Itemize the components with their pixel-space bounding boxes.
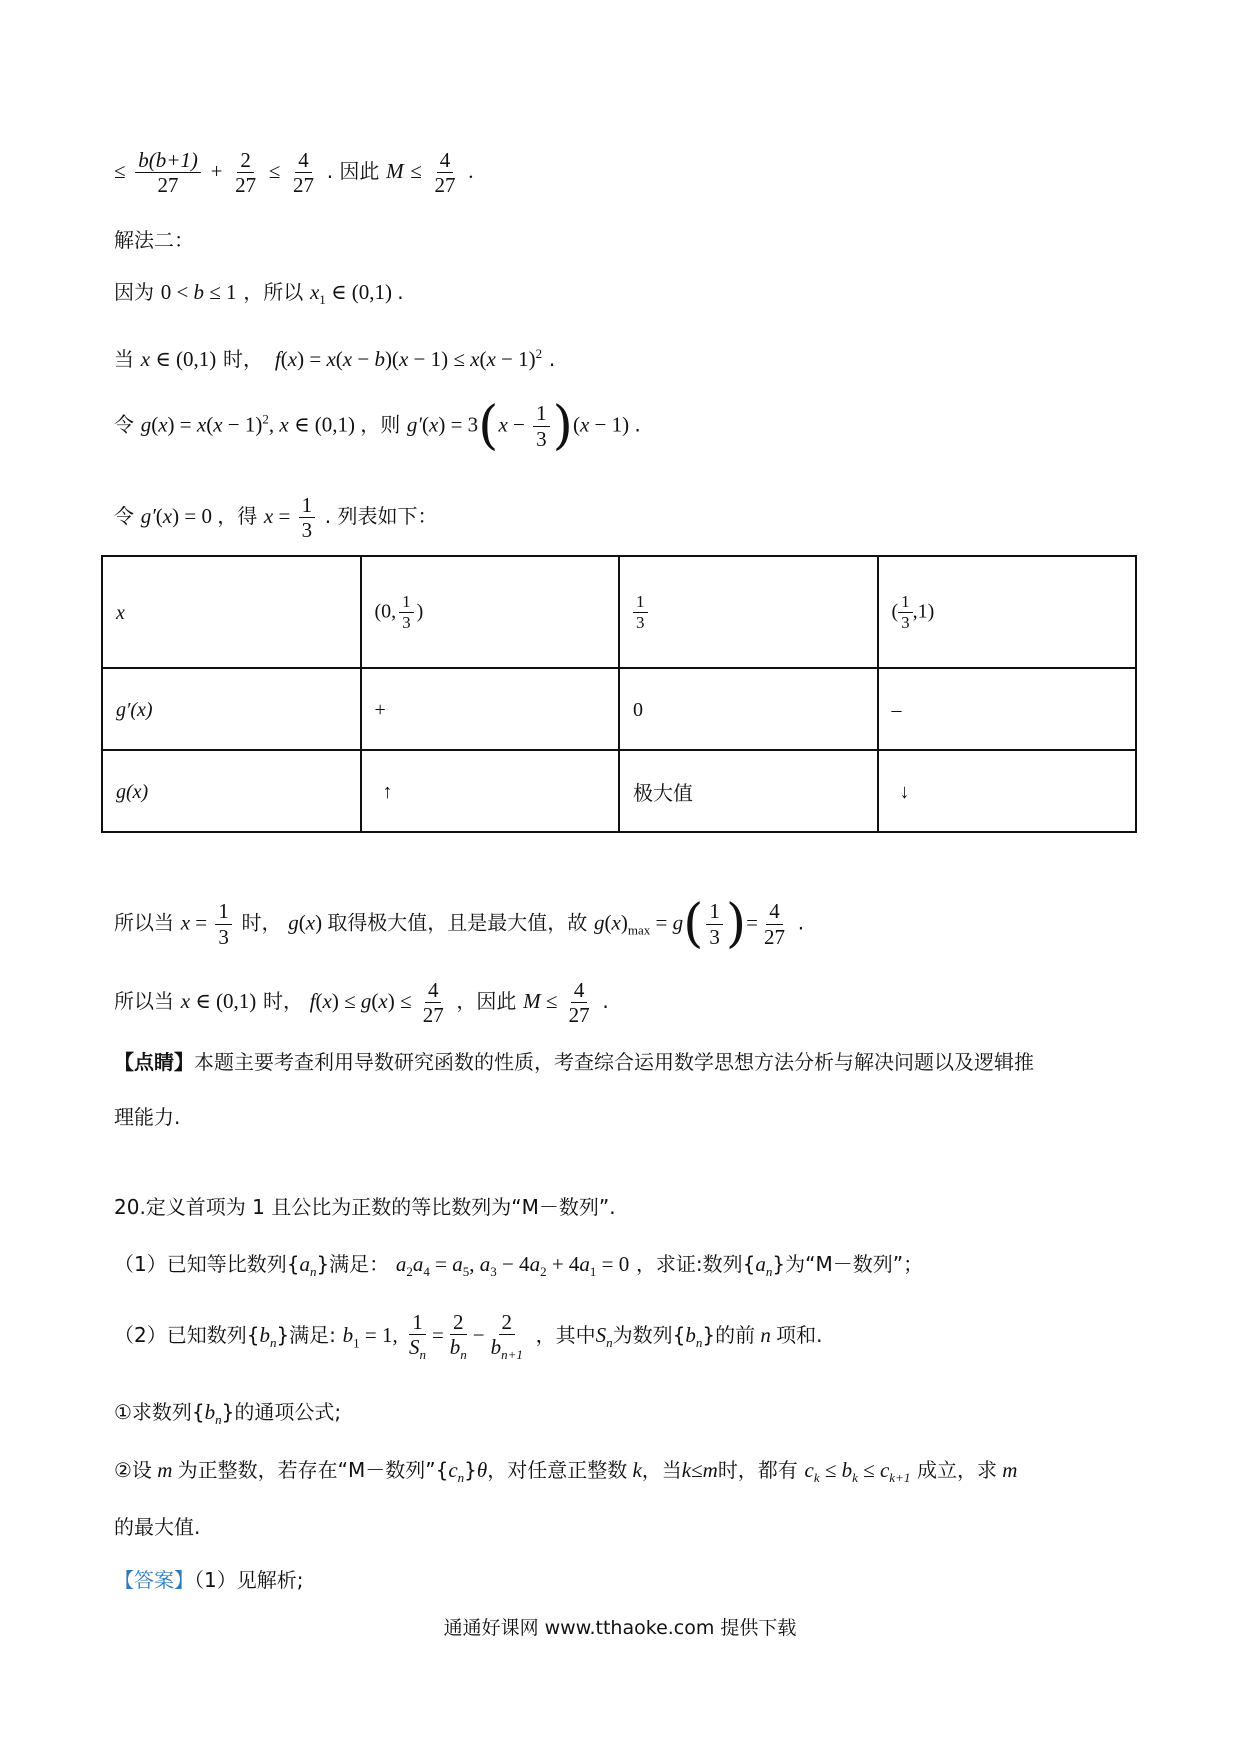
table-cell: 0: [619, 668, 878, 750]
table-row: [102, 668, 1136, 750]
table-cell: –: [878, 668, 1137, 750]
question-20: 20.定义首项为 1 且公比为正数的等比数列为“M－数列”.: [114, 1195, 616, 1219]
question-20-part-2-sub-2-cont: 的最大值.: [114, 1515, 201, 1539]
line-when: 当 x ∈ (0,1) 时， $f(x) = x(x - b)(x - 1) \le x(x - 1)^2$ .: [114, 346, 556, 371]
table-cell-one-third: $\frac{1}{3}$: [619, 556, 878, 668]
comment-note-cont: 理能力.: [114, 1105, 181, 1129]
answer-line: 【答案】（1）见解析;: [114, 1568, 304, 1592]
line-let-g: 令 $g(x) = x(x - 1)^2$, x ∈ (0,1) ，则 g′(x) = 3(x − $\frac{1}{3}$ )(x − 1) .: [114, 396, 641, 456]
inequality-line-1: ≤ $\frac{b(b+1)}{27}$ + $\frac{2}{27}$ ≤ $\frac{4}{27}$ . 因此 M ≤ $\frac{4}{27}$ .: [114, 148, 474, 198]
table-cell-increasing: [361, 750, 620, 832]
table-row: [102, 750, 1136, 832]
question-20-part-2: （2）已知数列$\{b_n\}$满足: $b_1 = 1$, $\frac{1}{S_n}$ = $\frac{2}{b_n}$ − $\frac{2}{b_{n+1}}$ ，其中$S_n$为数列$\{b_n\}$的前 n 项和.: [114, 1310, 823, 1363]
increasing-arrow-icon: ↑: [382, 780, 393, 803]
table-row: [102, 556, 1136, 668]
method-two-heading: 解法二：: [114, 228, 194, 252]
question-20-part-2-sub-2: ②设 m 为正整数，若存在“M－数列$”\{c_n\}\theta$，对任意正整数 k，当k≤m时，都有 $c_k \le b_k \le c_{k+1}$ 成立，求 m: [114, 1458, 1018, 1486]
line-max-value: 所以当 x = $\frac{1}{3}$ 时， g(x) 取得极大值，且是最大值，故 $g(x)_{max} = g$( $\frac{1}{3}$ )= $\frac{4}{27}$ .: [114, 894, 805, 954]
table-cell-gprime-label: g′(x): [102, 668, 361, 750]
table-cell: +: [361, 668, 620, 750]
line-let-gprime-zero: 令 g′(x) = 0 ，得 x = $\frac{1}{3}$ . 列表如下：: [114, 493, 438, 543]
comment-note: 【点睛】本题主要考查利用导数研究函数的性质，考查综合运用数学思想方法分析与解决问题以及逻辑推: [114, 1050, 1034, 1074]
question-20-part-1: （1）已知等比数列$\{a_n\}$满足： $a_2a_4 = a_5$, $a_3 - 4a_2 + 4a_1 = 0$ ，求证:数列$\{a_n\}$为“M－数列”；: [114, 1252, 924, 1280]
monotonicity-table: [101, 555, 1137, 833]
decreasing-arrow-icon: ↓: [899, 780, 910, 803]
footer-source: 通通好课网 www.tthaoke.com 提供下载: [443, 1617, 797, 1639]
question-20-part-2-sub-1: ①求数列$\{b_n\}$的通项公式;: [114, 1400, 342, 1428]
table-cell-x: x: [102, 556, 361, 668]
answer-tag: 【答案】: [114, 1568, 194, 1592]
table-cell-interval-left: (0, $\frac{1}{3}$ ): [361, 556, 620, 668]
table-cell-interval-right: ( $\frac{1}{3}$ ,1): [878, 556, 1137, 668]
table-cell-decreasing: [878, 750, 1137, 832]
table-cell-g-label: g(x): [102, 750, 361, 832]
line-conclusion: 所以当 x ∈ (0,1) 时， f(x) ≤ g(x) ≤ $\frac{4}{27}$ ，因此 M ≤ $\frac{4}{27}$ .: [114, 978, 609, 1028]
table-cell: 极大值: [619, 750, 878, 832]
line-because: 因为 0 < b ≤ 1 ，所以 $x_1$ ∈ (0,1) .: [114, 280, 404, 308]
